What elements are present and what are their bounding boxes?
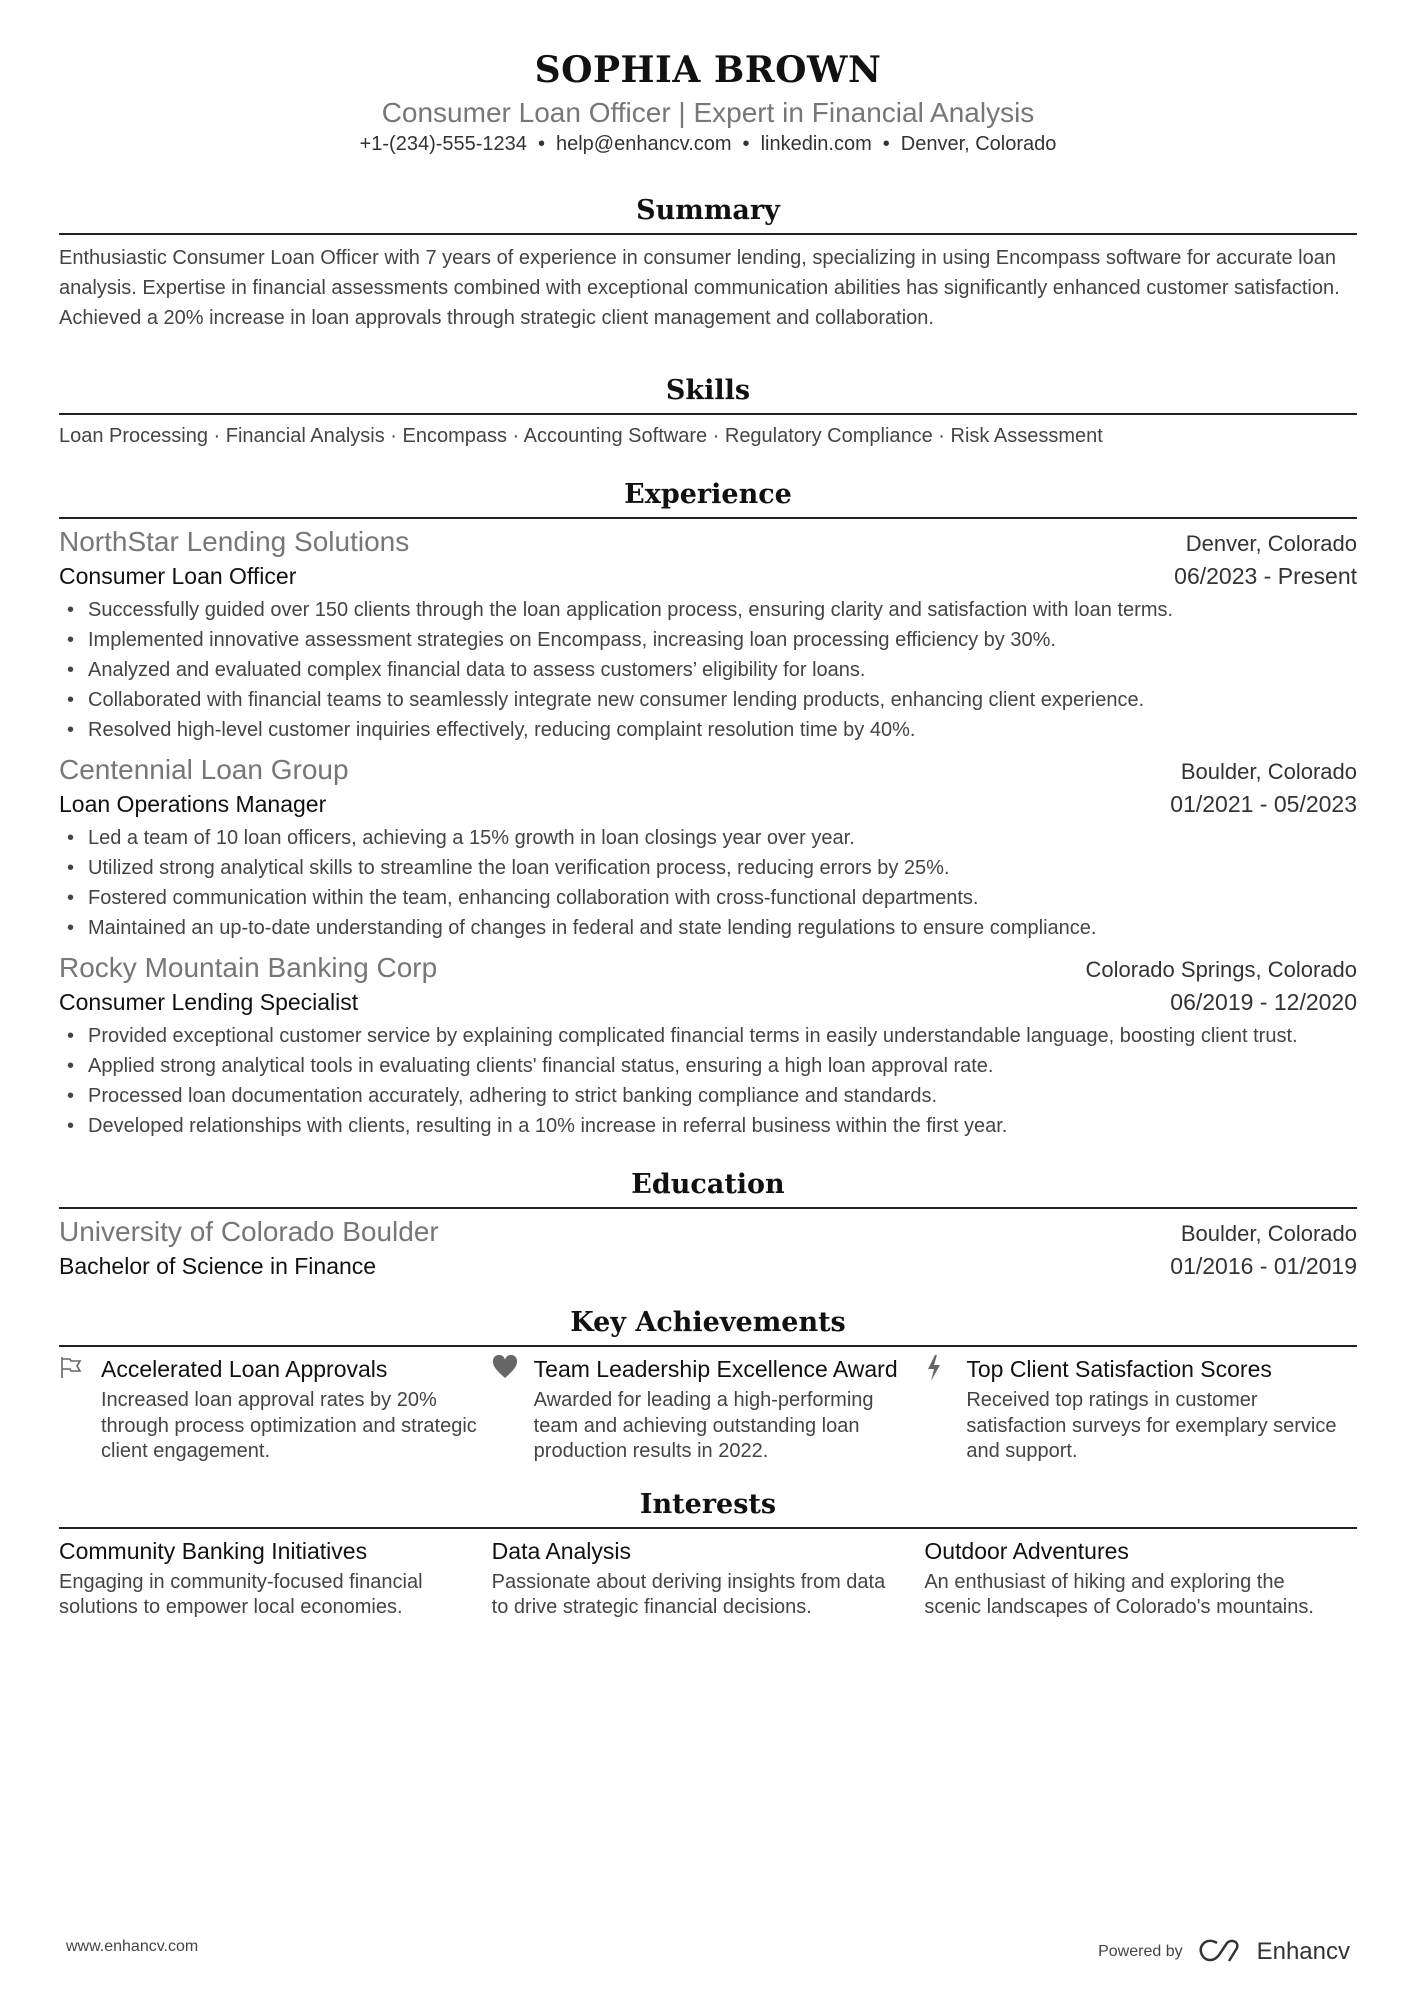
job-location: Colorado Springs, Colorado [1085, 957, 1357, 982]
job-entry [59, 525, 1357, 745]
enhancv-logo-text: Enhancv [1256, 1938, 1350, 1965]
interest-description: Engaging in community-focused financial solutions to empower local economies. [59, 1570, 423, 1618]
candidate-name: SOPHIA BROWN [534, 49, 882, 91]
achievement-item [59, 1355, 492, 1465]
phone: +1-(234)-555-1234 [359, 133, 527, 155]
summary-text: Enthusiastic Consumer Loan Officer with 7 years of experience in consumer lending, specializing in using Encompass software for accurate loan analysis. Expertise in financial assessments combined with exceptional communication abilities has significantly enhanced customer satisfaction. Achieved a 20% increase in loan approvals through strategic client management and collaboration. [59, 247, 1340, 329]
degree: Bachelor of Science in Finance [59, 1253, 377, 1279]
interest-title: Outdoor Adventures [924, 1537, 1129, 1564]
achievement-description: Awarded for leading a high-performing team and achieving outstanding loan production results in 2022. [533, 1389, 874, 1462]
company-name: Rocky Mountain Banking Corp [59, 952, 438, 983]
interest-description: An enthusiast of hiking and exploring the scenic landscapes of Colorado's mountains. [924, 1570, 1314, 1618]
job-bullet: • Developed relationships with clients, resulting in a 10% increase in referral business within the first year. [59, 1111, 1357, 1141]
summary-heading: Summary [59, 193, 1357, 235]
job-bullet: • Fostered communication within the team, enhancing collaboration with cross-functional departments. [59, 883, 1357, 913]
company-name: Centennial Loan Group [59, 754, 349, 785]
experience-heading: Experience [59, 477, 1357, 519]
achievements-heading: Key Achievements [59, 1305, 1357, 1347]
job-bullet: • Led a team of 10 loan officers, achieving a 15% growth in loan closings year over year. [59, 823, 1357, 853]
job-entry [59, 951, 1357, 1141]
job-location: Denver, Colorado [1185, 531, 1357, 556]
achievements-list [59, 1355, 1357, 1465]
achievement-description: Increased loan approval rates by 20% through process optimization and strategic client engagement. [101, 1389, 477, 1462]
job-role: Consumer Loan Officer [59, 563, 297, 589]
email[interactable]: help@enhancv.com [555, 133, 732, 155]
job-bullet: • Applied strong analytical tools in evaluating clients' financial status, ensuring a high loan approval rate. [59, 1051, 1357, 1081]
education-entry [59, 1215, 1357, 1283]
education-heading: Education [59, 1167, 1357, 1209]
job-location: Boulder, Colorado [1180, 759, 1357, 784]
flag-icon [59, 1355, 101, 1465]
achievement-title: Top Client Satisfaction Scores [966, 1356, 1272, 1382]
footer-branding [1098, 1938, 1350, 1966]
bolt-icon [924, 1355, 966, 1465]
achievement-title: Team Leadership Excellence Award [533, 1356, 898, 1382]
school-name: University of Colorado Boulder [59, 1216, 439, 1247]
achievement-item [492, 1355, 925, 1465]
job-bullet: • Collaborated with financial teams to seamlessly integrate new consumer lending products, enhancing client experience. [59, 685, 1357, 715]
education-dates: 01/2016 - 01/2019 [1170, 1253, 1357, 1279]
linkedin[interactable]: linkedin.com [760, 133, 872, 155]
candidate-title: Consumer Loan Officer | Expert in Financial Analysis [381, 97, 1035, 128]
interest-description: Passionate about deriving insights from data to drive strategic financial decisions. [491, 1570, 886, 1618]
company-name: NorthStar Lending Solutions [59, 526, 410, 557]
job-role: Loan Operations Manager [59, 791, 327, 817]
job-bullets [59, 595, 1357, 745]
interest-item [492, 1537, 925, 1621]
contact-info: +1-(234)-555-1234 • help@enhancv.com • linkedin.com • Denver, Colorado [359, 133, 1057, 155]
job-bullet: • Processed loan documentation accurately, adhering to strict banking compliance and standards. [59, 1081, 1357, 1111]
job-bullet: • Provided exceptional customer service by explaining complicated financial terms in easily understandable language, boosting client trust. [59, 1021, 1357, 1051]
skills-list: Loan Processing · Financial Analysis · Encompass · Accounting Software · Regulatory Compliance · Risk Assessment [59, 425, 1103, 447]
job-bullet: • Implemented innovative assessment strategies on Encompass, increasing loan processing efficiency by 30%. [59, 625, 1357, 655]
job-bullets [59, 1021, 1357, 1141]
interest-item [59, 1537, 492, 1621]
footer-website[interactable]: www.enhancv.com [66, 1938, 199, 1955]
job-bullet: • Utilized strong analytical skills to streamline the loan verification process, reducing errors by 25%. [59, 853, 1357, 883]
heart-icon [492, 1355, 534, 1465]
job-entry [59, 753, 1357, 943]
job-dates: 06/2023 - Present [1174, 563, 1357, 589]
job-bullet: • Resolved high-level customer inquiries effectively, reducing complaint resolution time by 40%. [59, 715, 1357, 745]
achievement-item [924, 1355, 1357, 1465]
school-location: Boulder, Colorado [1180, 1221, 1357, 1246]
job-role: Consumer Lending Specialist [59, 989, 359, 1015]
location: Denver, Colorado [900, 133, 1057, 155]
achievement-title: Accelerated Loan Approvals [101, 1356, 388, 1382]
powered-by-label: Powered by [1098, 1943, 1183, 1960]
interest-item [924, 1537, 1357, 1621]
job-bullets [59, 823, 1357, 943]
enhancv-logo-icon [1197, 1939, 1243, 1965]
interest-title: Community Banking Initiatives [59, 1537, 368, 1564]
job-dates: 06/2019 - 12/2020 [1170, 989, 1357, 1015]
resume [59, 0, 1357, 1621]
achievement-description: Received top ratings in customer satisfaction surveys for exemplary service and support. [966, 1389, 1337, 1462]
interests-heading: Interests [59, 1487, 1357, 1529]
experience-list [59, 525, 1357, 1141]
job-bullet: • Maintained an up-to-date understanding of changes in federal and state lending regulations to ensure compliance. [59, 913, 1357, 943]
job-dates: 01/2021 - 05/2023 [1170, 791, 1357, 817]
interests-list [59, 1537, 1357, 1621]
job-bullet: • Analyzed and evaluated complex financial data to assess customers’ eligibility for loans. [59, 655, 1357, 685]
skills-heading: Skills [59, 373, 1357, 415]
job-bullet: • Successfully guided over 150 clients through the loan application process, ensuring clarity and satisfaction with loan terms. [59, 595, 1357, 625]
interest-title: Data Analysis [491, 1537, 632, 1564]
